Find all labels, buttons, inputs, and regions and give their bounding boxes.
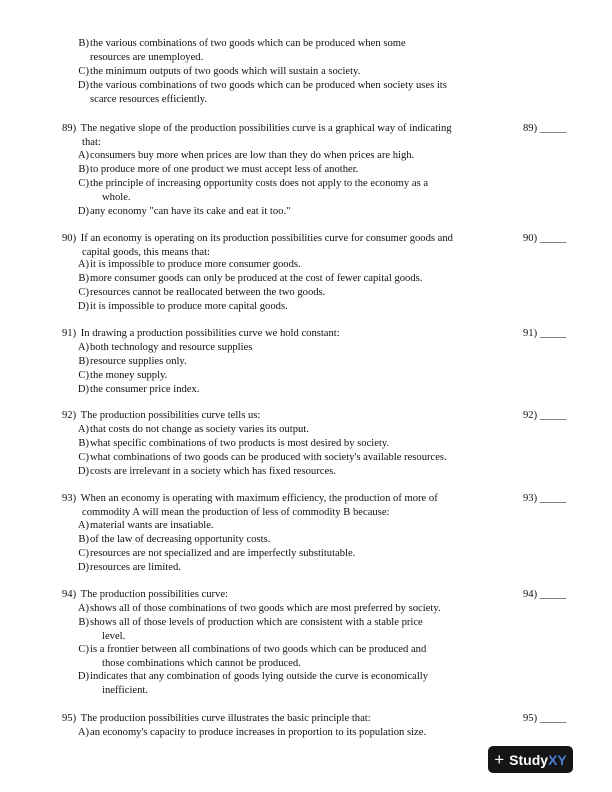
option-c bbox=[78, 547, 520, 561]
option-text: indicates that any combination of goods lying outside the curve is economically bbox=[90, 671, 429, 682]
option-d bbox=[77, 79, 520, 106]
option-b bbox=[78, 272, 520, 286]
option-b bbox=[78, 355, 520, 369]
option-text: what specific combinations of two products is most desired by society. bbox=[90, 438, 390, 449]
question-text: The production possibilities curve illustrates the basic principle that: bbox=[80, 713, 371, 724]
option-text: it is impossible to produce more consumer goods. bbox=[90, 259, 301, 270]
option-text: resources are limited. bbox=[90, 562, 181, 573]
answer-blank[interactable]: 92) _____ bbox=[523, 410, 567, 421]
option-letter: C) bbox=[78, 370, 89, 381]
option-text-cont: those combinations which cannot be produced. bbox=[102, 657, 301, 669]
answer-blank[interactable]: 90) _____ bbox=[523, 233, 567, 244]
option-text: costs are irrelevant in a society which has fixed resources. bbox=[90, 466, 336, 477]
question-stem bbox=[62, 122, 512, 149]
option-a bbox=[77, 258, 520, 272]
option-letter: B) bbox=[78, 273, 89, 284]
option-a bbox=[77, 423, 520, 437]
option-letter: A) bbox=[77, 259, 89, 270]
answer-blank[interactable]: 89) _____ bbox=[523, 123, 567, 134]
option-text: material wants are insatiable. bbox=[90, 520, 214, 531]
option-c bbox=[78, 643, 520, 670]
option-text: the various combinations of two goods which can be produced when some bbox=[90, 38, 406, 49]
option-letter: D) bbox=[77, 466, 89, 477]
option-text: of the law of decreasing opportunity costs. bbox=[90, 534, 271, 545]
option-d bbox=[77, 561, 520, 575]
question-text: If an economy is operating on its production possibilities curve for consumer goods and bbox=[80, 233, 453, 244]
option-text-cont: level. bbox=[102, 630, 126, 642]
option-letter: A) bbox=[77, 520, 89, 531]
option-text: resource supplies only. bbox=[90, 356, 187, 367]
option-letter: B) bbox=[78, 534, 89, 545]
option-letter: C) bbox=[78, 548, 89, 559]
option-text: any economy "can have its cake and eat it too." bbox=[90, 206, 291, 217]
option-letter: B) bbox=[78, 38, 89, 49]
option-b bbox=[78, 163, 520, 177]
option-text-cont: scarce resources efficiently. bbox=[90, 93, 208, 105]
option-b bbox=[78, 437, 520, 451]
option-text: more consumer goods can only be produced at the cost of fewer capital goods. bbox=[90, 273, 423, 284]
question-text-cont: commodity A will mean the production of less of commodity B because: bbox=[82, 506, 390, 518]
question-stem bbox=[62, 327, 512, 341]
option-d bbox=[77, 205, 520, 219]
option-c bbox=[78, 286, 520, 300]
answer-blank[interactable]: 93) _____ bbox=[523, 493, 567, 504]
option-letter: D) bbox=[77, 301, 89, 312]
option-text: the various combinations of two goods which can be produced when society uses its bbox=[90, 80, 447, 91]
option-a bbox=[77, 149, 520, 163]
plus-icon: + bbox=[494, 750, 505, 769]
option-a bbox=[77, 341, 520, 355]
question-text: The production possibilities curve tells us: bbox=[80, 410, 261, 421]
option-text: to produce more of one product we must accept less of another. bbox=[90, 164, 359, 175]
option-text: the money supply. bbox=[90, 370, 168, 381]
option-text: an economy's capacity to produce increases in proportion to its population size. bbox=[90, 727, 427, 738]
question-text-cont: capital goods, this means that: bbox=[82, 246, 210, 258]
brand-main: Study bbox=[509, 752, 549, 768]
option-letter: D) bbox=[77, 80, 89, 91]
option-c bbox=[78, 451, 520, 465]
answer-blank[interactable]: 95) _____ bbox=[523, 713, 567, 724]
option-text: is a frontier between all combinations of two goods which can be produced and bbox=[90, 644, 427, 655]
question-number: 92) bbox=[62, 410, 77, 421]
option-d bbox=[77, 670, 520, 697]
question-text: The production possibilities curve: bbox=[80, 589, 228, 600]
question-stem bbox=[62, 409, 512, 423]
option-letter: A) bbox=[77, 727, 89, 738]
option-text-cont: resources are unemployed. bbox=[90, 51, 204, 63]
answer-blank[interactable]: 91) _____ bbox=[523, 328, 567, 339]
option-text: shows all of those combinations of two goods which are most preferred by society. bbox=[90, 603, 441, 614]
option-b bbox=[78, 616, 520, 643]
option-letter: B) bbox=[78, 356, 89, 367]
option-letter: A) bbox=[77, 424, 89, 435]
option-text: that costs do not change as society varies its output. bbox=[90, 424, 309, 435]
option-letter: C) bbox=[78, 66, 89, 77]
question-text: In drawing a production possibilities curve we hold constant: bbox=[80, 328, 340, 339]
option-text-cont: inefficient. bbox=[102, 684, 148, 696]
option-letter: C) bbox=[78, 178, 89, 189]
option-letter: C) bbox=[78, 287, 89, 298]
question-stem bbox=[62, 712, 512, 726]
question-number: 90) bbox=[62, 233, 77, 244]
option-text-cont: whole. bbox=[102, 191, 131, 203]
question-number: 95) bbox=[62, 713, 77, 724]
option-letter: A) bbox=[77, 150, 89, 161]
option-b bbox=[78, 37, 520, 64]
option-letter: D) bbox=[77, 562, 89, 573]
question-stem bbox=[62, 232, 512, 259]
question-number: 91) bbox=[62, 328, 77, 339]
option-d bbox=[77, 383, 520, 397]
option-letter: B) bbox=[78, 438, 89, 449]
answer-blank[interactable]: 94) _____ bbox=[523, 589, 567, 600]
option-letter: B) bbox=[78, 164, 89, 175]
option-text: consumers buy more when prices are low than they do when prices are high. bbox=[90, 150, 415, 161]
option-letter: C) bbox=[78, 452, 89, 463]
option-a bbox=[77, 602, 520, 616]
option-d bbox=[77, 465, 520, 479]
option-letter: A) bbox=[77, 603, 89, 614]
brand-accent: XY bbox=[548, 752, 567, 768]
option-text: what combinations of two goods can be produced with society's available resources. bbox=[90, 452, 447, 463]
option-c bbox=[78, 369, 520, 383]
option-letter: D) bbox=[77, 384, 89, 395]
option-text: resources are not specialized and are imperfectly substitutable. bbox=[90, 548, 356, 559]
option-text: the minimum outputs of two goods which will sustain a society. bbox=[90, 66, 361, 77]
question-text: When an economy is operating with maximum efficiency, the production of more of bbox=[80, 493, 438, 504]
option-c bbox=[78, 65, 520, 79]
option-text: the consumer price index. bbox=[90, 384, 200, 395]
option-a bbox=[77, 726, 520, 740]
question-text-cont: that: bbox=[82, 136, 101, 148]
option-a bbox=[77, 519, 520, 533]
question-number: 93) bbox=[62, 493, 77, 504]
option-text: both technology and resource supplies bbox=[90, 342, 253, 353]
option-letter: B) bbox=[78, 617, 89, 628]
question-stem bbox=[62, 588, 512, 602]
option-letter: A) bbox=[77, 342, 89, 353]
option-b bbox=[78, 533, 520, 547]
question-number: 89) bbox=[62, 123, 77, 134]
question-stem bbox=[62, 492, 512, 519]
option-text: the principle of increasing opportunity costs does not apply to the economy as a bbox=[90, 178, 429, 189]
question-text: The negative slope of the production possibilities curve is a graphical way of indicating bbox=[80, 123, 452, 134]
question-number: 94) bbox=[62, 589, 77, 600]
option-text: it is impossible to produce more capital goods. bbox=[90, 301, 288, 312]
option-letter: D) bbox=[77, 206, 89, 217]
option-c bbox=[78, 177, 520, 204]
studyxy-badge[interactable] bbox=[488, 746, 573, 773]
option-text: resources cannot be reallocated between the two goods. bbox=[90, 287, 326, 298]
option-d bbox=[77, 300, 520, 314]
option-text: shows all of those levels of production which are consistent with a stable price bbox=[90, 617, 423, 628]
option-letter: C) bbox=[78, 644, 89, 655]
option-letter: D) bbox=[77, 671, 89, 682]
